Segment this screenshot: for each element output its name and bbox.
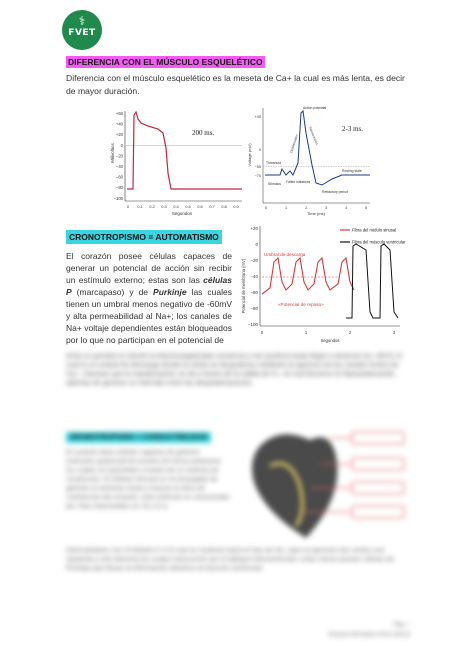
x-tick: 0.3 bbox=[161, 204, 167, 209]
caduceus-icon: ⚕ bbox=[78, 14, 86, 28]
blurred-paragraph: lenta un periodo en donde la electronegatividad comienza a ser positiva hasta llegar a alcanzar los -40mV el cual es el umbral de descarga donde la célula se despolariza mediante la apertura de los canales lentos de Ca+, mientras que la repolarización se da a través de la salida de K+; al cual favorece la hiperpolarización además de generar un intervalo entre las despolarizaciones. bbox=[66, 353, 402, 387]
y-tick: +20 bbox=[115, 132, 123, 138]
blurred-paragraph-bundle: Internodulares con el Nódulo A-V el cual se continúa hacia el Haz de His, aquí se generan dos ramas una izquierda y otra derecha las cuales transcurren por el tabique interventricular, estas ramas poseen células de Purkinje que llevan la información eléctrica al músculo ventricular. bbox=[66, 547, 394, 572]
duration-annotation: 200 ms. bbox=[192, 129, 215, 137]
y-tick: −80 bbox=[115, 185, 123, 191]
text-run: El corazón posee células capaces de generar un potencial de acción sin recibir un estímulo externo; estas son las bbox=[66, 251, 232, 285]
x-tick: 3 bbox=[392, 330, 396, 335]
x-tick: 0.2 bbox=[149, 204, 155, 209]
x-tick: 1 bbox=[284, 206, 288, 210]
paragraph-skeletal-difference: Diferencia con el músculo esquelético es la meseta de Ca+ la cual es más lenta, es decir de mayor duración. bbox=[66, 73, 405, 96]
x-tick: 0 bbox=[264, 206, 268, 210]
y-tick: −100 bbox=[247, 322, 258, 327]
section-heading-skeletal: DIFERENCIA CON EL MÚSCULO ESQUELÉTICO bbox=[68, 57, 263, 67]
author-name: Horacio Bernardo Pinto García bbox=[327, 632, 410, 638]
x-tick: 0.7 bbox=[209, 204, 215, 209]
y-tick: −55 bbox=[254, 165, 261, 169]
label-action-potential: Action potential bbox=[303, 106, 327, 110]
blurred-paragraph-conduction: El corazón tiene células capaces de generar estímulos (potencial de acción) de forma autónoma los cuales se transmiten a través de un sistema de conducción. El Nódulo Sinusal es el encargado de generar el estímulo inicial y marcar el ritmo de contracción del corazón, este estímulo es comunicado por Vías Internodales (A, B y C) a bbox=[66, 449, 230, 510]
y-tick: −60 bbox=[115, 174, 123, 180]
page-number: Pág. 7 bbox=[392, 622, 410, 628]
x-tick: 0.6 bbox=[197, 204, 203, 209]
x-axis-label: Segundos bbox=[320, 338, 340, 343]
fvet-logo bbox=[62, 10, 102, 50]
y-axis-label: Potencial de membrana (mV) bbox=[241, 258, 246, 314]
legend bbox=[340, 228, 406, 245]
x-axis-label: Segundos bbox=[171, 211, 193, 216]
x-tick: 5 bbox=[364, 206, 368, 210]
logo-text: FVET bbox=[68, 28, 96, 38]
y-tick: −100 bbox=[113, 195, 123, 201]
y-tick: +60 bbox=[115, 111, 123, 116]
y-tick: −40 bbox=[250, 274, 258, 279]
y-tick: −60 bbox=[250, 290, 258, 295]
x-tick: 1 bbox=[304, 330, 308, 335]
label-threshold: Threshold bbox=[266, 161, 282, 165]
x-tick: 0 bbox=[260, 330, 264, 335]
term-purkinje: Purkinje bbox=[153, 287, 187, 297]
label-refractory: Refractory period bbox=[322, 190, 349, 194]
y-axis-label: Milivoltios bbox=[110, 143, 115, 163]
action-potential-curve bbox=[127, 112, 242, 189]
x-tick: 0.9 bbox=[233, 204, 239, 209]
legend-nodal: Fibra del nódulo sinusal bbox=[352, 227, 397, 233]
paragraph-automatism bbox=[66, 250, 232, 346]
threshold-label: Umbral de descarga bbox=[264, 252, 306, 257]
neuron-action-potential-figure bbox=[246, 103, 374, 219]
label-depolarization: Depolarization bbox=[289, 133, 299, 154]
y-tick: +20 bbox=[250, 226, 258, 231]
y-tick: −80 bbox=[250, 306, 258, 311]
y-tick: −20 bbox=[115, 153, 123, 159]
y-tick: +40 bbox=[115, 121, 123, 127]
x-axis-label: Time (ms) bbox=[307, 211, 325, 216]
x-tick: 0 bbox=[126, 204, 130, 209]
legend-ventricular: Fibra del músculo ventricular bbox=[352, 239, 406, 245]
y-tick: 0 bbox=[255, 242, 258, 247]
y-tick: −20 bbox=[250, 258, 258, 263]
x-tick: 0.1 bbox=[137, 204, 143, 209]
automatism-figure bbox=[240, 222, 406, 346]
section-heading-dromotropism: DROMOTROPISMO = CONDUCTIBILIDAD bbox=[66, 432, 211, 443]
label-failed: Failed initiations bbox=[286, 180, 311, 184]
y-axis-label: Voltage (mV) bbox=[247, 143, 252, 167]
ventricular-fiber-curve bbox=[346, 244, 398, 318]
rest-label: «Potencial de reposo» bbox=[278, 302, 324, 307]
text-run: (marcapaso) y de bbox=[71, 287, 154, 297]
nodal-fiber-curve bbox=[262, 258, 354, 294]
x-tick: 0.8 bbox=[221, 204, 227, 209]
x-tick: 0.5 bbox=[185, 204, 191, 209]
heart-conduction-figure bbox=[240, 426, 410, 544]
y-tick: 0 bbox=[120, 142, 123, 148]
label-resting: Resting state bbox=[342, 169, 362, 173]
x-tick: 0.4 bbox=[173, 204, 179, 209]
duration-annotation: 2-3 ms. bbox=[342, 125, 363, 133]
x-tick: 4 bbox=[344, 206, 348, 210]
x-tick: 2 bbox=[348, 330, 352, 335]
x-tick: 2 bbox=[304, 206, 308, 210]
y-tick: −70 bbox=[254, 174, 261, 178]
cardiac-action-potential-figure bbox=[108, 103, 246, 219]
text-run: las cuales tienen un umbral menos negativo de -60mV y alta permeabilidad al Na+; los canales de Na+ voltaje dependientes están bloqueados por lo que no participan en el potencial de bbox=[66, 287, 232, 345]
term-p-cells: células P bbox=[66, 275, 232, 297]
neuron-ap-curve bbox=[265, 111, 370, 185]
y-tick: 0 bbox=[258, 148, 261, 152]
y-tick: +40 bbox=[254, 115, 261, 119]
section-heading-chronotropism: CRONOTROPISMO = AUTOMATISMO bbox=[66, 230, 222, 244]
label-stimulus: Stimulus bbox=[268, 182, 282, 186]
y-tick: −40 bbox=[115, 164, 123, 169]
label-repolarization: Repolarization bbox=[308, 125, 319, 146]
x-tick: 3 bbox=[324, 206, 328, 210]
